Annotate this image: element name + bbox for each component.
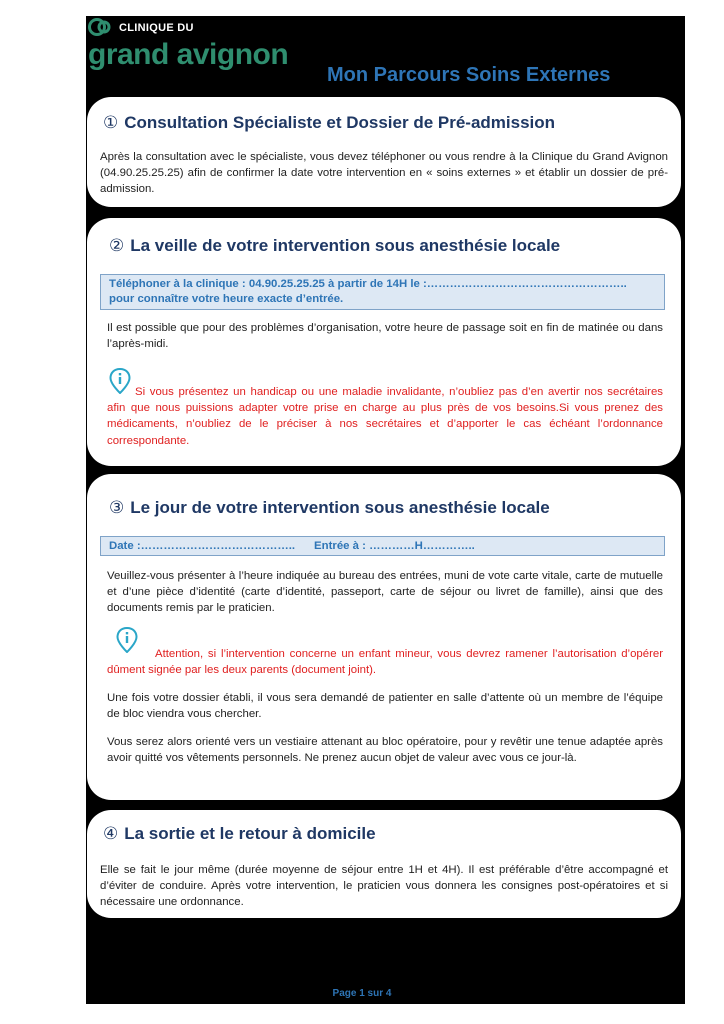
logo-big-text: grand avignon [88,38,289,71]
section-1-text: Après la consultation avec le spécialiste, vous devez téléphoner ou vous rendre à la Clinique du Grand Avignon (04.90.25.25.25) afin de confirmer la date votre intervention en « soins externes » et établir un dossier de pré-admission. [100,151,668,196]
section-3-date-box: Date :………………………………….. Entrée à : …………H………….. [100,536,665,556]
section-3-card [87,474,681,800]
section-2-title: La veille de votre intervention sous anesthésie locale [130,236,561,255]
clinic-logo-icon [88,16,112,38]
section-4-text: Elle se fait le jour même (durée moyenne de séjour entre 1H et 4H). Il est préférable d’être accompagné et d’éviter de conduire. Après votre intervention, le praticien vous donnera les consignes post-opératoires et si nécessaire une ordonnance. [100,864,668,909]
section-3-heading [109,498,550,518]
section-2-phone-box [100,274,665,310]
section-3-warning-text: Attention, si l’intervention concerne un enfant mineur, vous devrez ramener l’autorisation d’opérer dûment signée par les deux parents (document joint). [107,648,663,677]
section-2-box-line-2: pour connaître votre heure exacte d’entrée. [109,293,344,305]
section-4-heading [103,824,376,844]
section-2-warning-text: Si vous présentez un handicap ou une maladie invalidante, n’oubliez pas d’en avertir nos secrétaires afin que nous puissions adapter votre prise en charge au plus près de vos besoins.Si vous prenez des médicaments, n’oubliez de le préciser à nos secrétaires et d’apporter le cas échéant l’ordonnance correspondante. [107,386,663,447]
section-3-text-3: Vous serez alors orienté vers un vestiaire attenant au bloc opératoire, pour y revêtir une tenue adaptée après avoir quitté vos vêtements personnels. Ne prenez aucun objet de valeur avec vous ce jour-là. [107,736,663,765]
section-2-text: Il est possible que pour des problèmes d’organisation, votre heure de passage soit en fin de matinée ou dans l’après-midi. [107,322,663,351]
section-3-text-1: Veuillez-vous présenter à l’heure indiquée au bureau des entrées, muni de vote carte vitale, carte de mutuelle et d’une pièce d’identité (carte d’identité, passeport, carte de séjour ou livret de famille), ainsi que des documents remis par le praticien. [107,570,663,615]
section-2-warning [107,384,663,449]
section-4-number: ④ [103,824,119,843]
section-1-number: ① [103,113,119,132]
section-1-card [87,97,681,207]
section-2-card [87,218,681,466]
section-3-text-2: Une fois votre dossier établi, il vous sera demandé de patienter en salle d’attente où un membre de l’équipe de bloc viendra vous chercher. [107,692,663,721]
section-1-title: Consultation Spécialiste et Dossier de Pré-admission [124,113,556,132]
clinic-logo [88,16,303,74]
section-3-warning [107,646,663,678]
section-3-number: ③ [109,498,125,517]
section-2-heading [109,236,560,256]
section-2-box-line-1: Téléphoner à la clinique : 04.90.25.25.25 à partir de 14H le :…………………………………………….. [109,278,627,290]
document-title: Mon Parcours Soins Externes [327,64,611,86]
section-4-title: La sortie et le retour à domicile [124,824,376,843]
section-1-heading [103,113,555,133]
logo-small-text: CLINIQUE DU [119,22,194,34]
section-2-number: ② [109,236,125,255]
page-number: Page 1 sur 4 [332,988,392,999]
section-3-title: Le jour de votre intervention sous anesthésie locale [130,498,550,517]
section-4-card [87,810,681,918]
